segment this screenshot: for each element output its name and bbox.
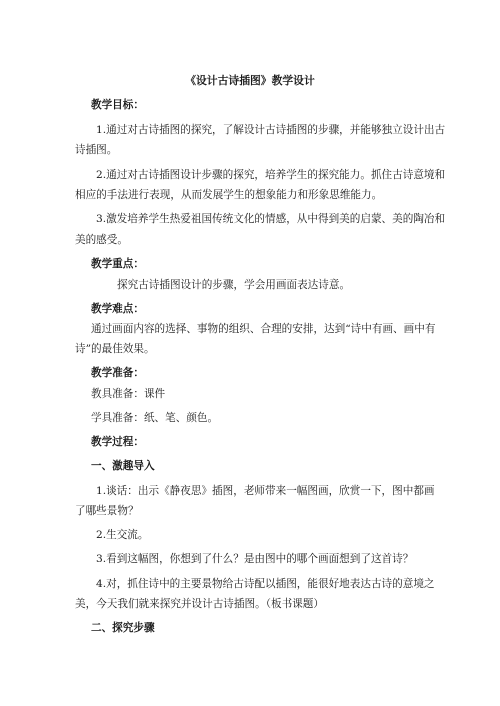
key-points-text: 探究古诗插图设计的步骤，学会用画面表达诗意。 — [117, 279, 351, 291]
objective-2-line-2: 相应的手法进行表现，从而发展学生的想象能力和形象思维能力。 — [75, 189, 383, 201]
section-2-heading: 二、探究步骤 — [91, 622, 155, 634]
difficulties-line-1: 通过画面内容的选择、事物的组织、合理的安排，达到“诗中有画、画中有 — [91, 323, 436, 335]
preparation-heading: 教学准备： — [91, 367, 144, 379]
objective-1-line-1: 1.通过对古诗插图的探究，了解设计古诗插图的步骤，并能够独立设计出古 — [96, 124, 446, 136]
step-4-line-1: 4.对，抓住诗中的主要景物给古诗配以插图，能很好地表达古诗的意境之 — [96, 578, 435, 590]
step-1-line-2: 了哪些景物？ — [75, 505, 139, 517]
objectives-heading: 教学目标： — [91, 99, 144, 111]
step-3: 3.看到这幅图，你想到了什么？是由图中的哪个画面想到了这首诗？ — [96, 553, 414, 565]
key-points-heading: 教学重点： — [91, 258, 144, 270]
section-1-heading: 一、激趣导入 — [91, 460, 155, 472]
objective-3-line-1: 3.激发培养学生热爱祖国传统文化的情感，从中得到美的启蒙、美的陶冶和 — [96, 213, 446, 225]
process-heading: 教学过程： — [91, 436, 144, 448]
objective-3-line-2: 美的感受。 — [75, 234, 128, 246]
document-title: 《设计古诗插图》教学设计 — [185, 74, 315, 87]
difficulties-heading: 教学难点： — [91, 303, 144, 315]
objective-2-line-1: 2.通过对古诗插图设计步骤的探究，培养学生的探究能力。抓住古诗意境和 — [96, 169, 446, 181]
step-2: 2.生交流。 — [96, 529, 149, 541]
teacher-preparation: 教具准备：课件 — [91, 388, 166, 400]
step-4-line-2: 美，今天我们就来探究并设计古诗插图。（板书课题） — [75, 598, 324, 610]
step-1-line-1: 1.谈话：出示《静夜思》插图，老师带来一幅图画，欣赏一下，图中都画 — [96, 485, 435, 497]
difficulties-line-2: 诗”的最佳效果。 — [75, 343, 155, 355]
student-preparation: 学具准备：纸、笔、颜色。 — [91, 412, 219, 424]
objective-1-line-2: 诗插图。 — [75, 144, 118, 156]
